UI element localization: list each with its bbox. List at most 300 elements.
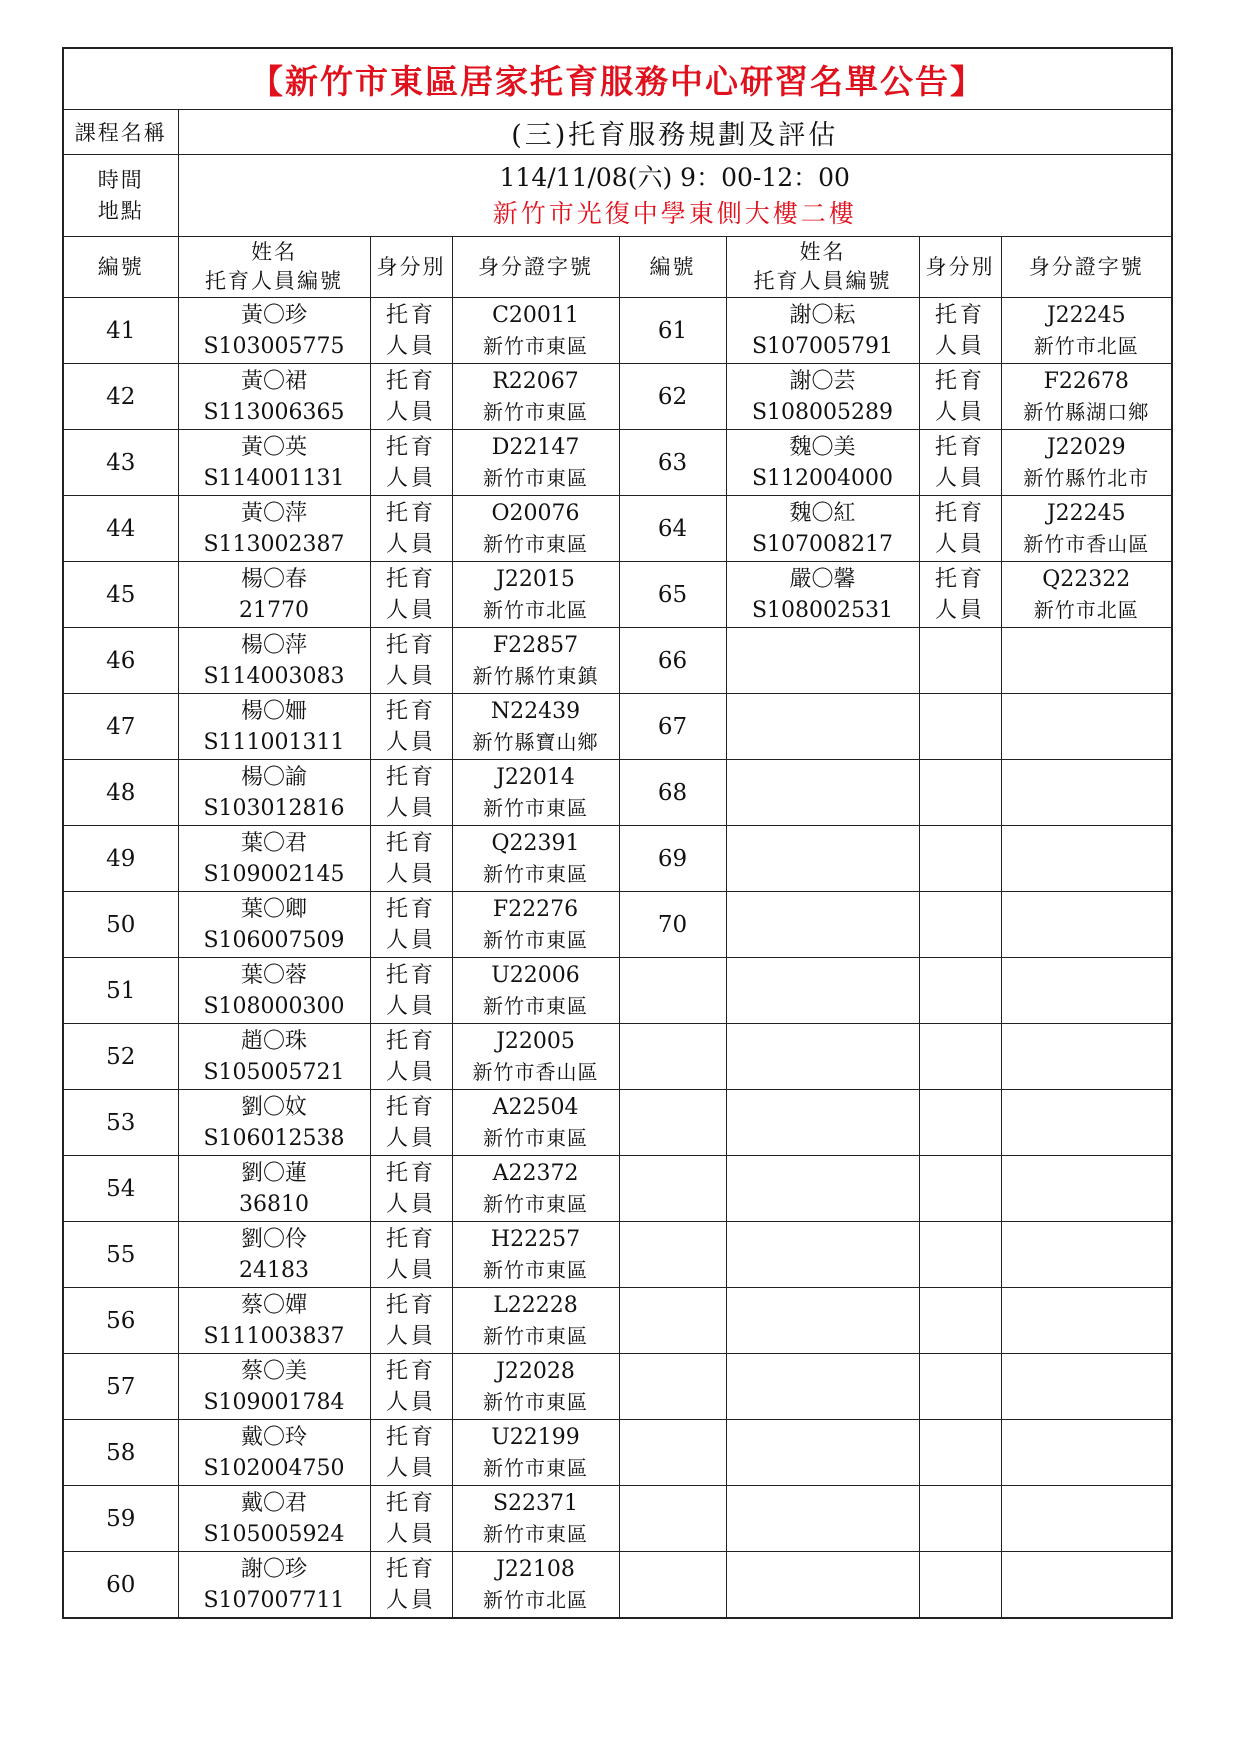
left-id-region: 新竹市香山區 bbox=[472, 1059, 599, 1084]
left-caregiver-code: S106007509 bbox=[203, 927, 345, 953]
left-person-name: 蔡〇美 bbox=[240, 1358, 307, 1384]
left-id-region: 新竹縣寶山鄉 bbox=[472, 729, 599, 754]
left-id-prefix: A22372 bbox=[492, 1160, 579, 1186]
right-name-cell bbox=[726, 1222, 919, 1288]
left-role-cell bbox=[370, 1486, 452, 1552]
left-number-cell: 47 bbox=[63, 694, 178, 760]
left-person-name: 趙〇珠 bbox=[240, 1028, 307, 1054]
left-id-region: 新竹市東區 bbox=[483, 1191, 588, 1216]
left-role-cell bbox=[370, 1288, 452, 1354]
left-name-cell bbox=[178, 628, 370, 694]
left-id-cell bbox=[452, 1090, 619, 1156]
left-id-region: 新竹市東區 bbox=[483, 1455, 588, 1480]
left-name-cell bbox=[178, 1024, 370, 1090]
header-name bbox=[178, 237, 370, 298]
left-role-line1: 托育 bbox=[385, 1424, 436, 1450]
left-number-cell: 58 bbox=[63, 1420, 178, 1486]
left-role-line1: 托育 bbox=[385, 632, 436, 658]
left-id-prefix: S22371 bbox=[492, 1490, 579, 1516]
header-id: 身分證字號 bbox=[452, 237, 619, 298]
right-number-cell: 63 bbox=[619, 430, 726, 496]
right-role-line2: 人員 bbox=[934, 465, 985, 491]
right-id-cell bbox=[1001, 298, 1172, 364]
left-id-region: 新竹縣竹東鎮 bbox=[472, 663, 599, 688]
left-id-cell bbox=[452, 1222, 619, 1288]
left-id-cell bbox=[452, 1024, 619, 1090]
right-name-cell bbox=[726, 1354, 919, 1420]
left-role-line2: 人員 bbox=[385, 1455, 436, 1481]
table-row bbox=[63, 1288, 1172, 1354]
table-row bbox=[63, 1222, 1172, 1288]
left-role-cell bbox=[370, 1090, 452, 1156]
left-id-cell bbox=[452, 430, 619, 496]
left-name-cell bbox=[178, 364, 370, 430]
right-caregiver-code: S107005791 bbox=[751, 333, 894, 359]
right-name-cell bbox=[726, 628, 919, 694]
left-role-line1: 托育 bbox=[385, 500, 436, 526]
left-person-name: 劉〇妏 bbox=[240, 1094, 307, 1120]
left-caregiver-code: S103012816 bbox=[203, 795, 345, 821]
right-caregiver-code: S108005289 bbox=[751, 399, 894, 425]
left-id-prefix: D22147 bbox=[491, 434, 580, 460]
right-number-cell: 64 bbox=[619, 496, 726, 562]
right-number-cell: 61 bbox=[619, 298, 726, 364]
right-id-prefix: F22678 bbox=[1043, 368, 1129, 394]
header-name-right bbox=[726, 237, 919, 298]
right-role-cell bbox=[919, 694, 1001, 760]
table-row bbox=[63, 1486, 1172, 1552]
left-id-cell bbox=[452, 892, 619, 958]
left-name-cell bbox=[178, 1354, 370, 1420]
right-name-cell bbox=[726, 430, 919, 496]
left-caregiver-code: S111003837 bbox=[203, 1323, 345, 1349]
left-number-cell: 50 bbox=[63, 892, 178, 958]
left-name-cell bbox=[178, 562, 370, 628]
left-name-cell bbox=[178, 760, 370, 826]
left-role-cell bbox=[370, 628, 452, 694]
left-caregiver-code: 21770 bbox=[239, 597, 309, 623]
right-role-line2: 人員 bbox=[934, 531, 985, 557]
right-id-cell bbox=[1001, 496, 1172, 562]
left-person-name: 黃〇裙 bbox=[240, 368, 307, 394]
left-id-prefix: L22228 bbox=[493, 1292, 578, 1318]
table-row bbox=[63, 1420, 1172, 1486]
left-role-cell bbox=[370, 1552, 452, 1619]
left-id-prefix: A22504 bbox=[492, 1094, 579, 1120]
right-id-cell bbox=[1001, 364, 1172, 430]
right-number-cell: 68 bbox=[619, 760, 726, 826]
left-role-cell bbox=[370, 1420, 452, 1486]
left-number-cell: 59 bbox=[63, 1486, 178, 1552]
right-role-cell bbox=[919, 364, 1001, 430]
right-name-cell bbox=[726, 958, 919, 1024]
header-id-right: 身分證字號 bbox=[1001, 237, 1172, 298]
left-id-region: 新竹市東區 bbox=[483, 1323, 588, 1348]
left-id-prefix: Q22391 bbox=[491, 830, 580, 856]
header-number: 編號 bbox=[63, 237, 178, 298]
left-number-cell: 49 bbox=[63, 826, 178, 892]
right-role-cell bbox=[919, 958, 1001, 1024]
left-caregiver-code: S109002145 bbox=[203, 861, 345, 887]
left-id-region: 新竹市東區 bbox=[483, 993, 588, 1018]
right-name-cell bbox=[726, 1288, 919, 1354]
right-id-cell bbox=[1001, 1420, 1172, 1486]
left-role-line2: 人員 bbox=[385, 1587, 436, 1613]
left-id-prefix: J22015 bbox=[496, 566, 575, 592]
right-role-cell bbox=[919, 1288, 1001, 1354]
left-role-line2: 人員 bbox=[385, 1257, 436, 1283]
left-role-line1: 托育 bbox=[385, 368, 436, 394]
left-number-cell: 48 bbox=[63, 760, 178, 826]
left-name-cell bbox=[178, 694, 370, 760]
left-id-region: 新竹市東區 bbox=[483, 531, 588, 556]
right-id-cell bbox=[1001, 1024, 1172, 1090]
left-id-cell bbox=[452, 1354, 619, 1420]
left-caregiver-code: 24183 bbox=[239, 1257, 309, 1283]
left-role-line2: 人員 bbox=[385, 1125, 436, 1151]
left-person-name: 葉〇蓉 bbox=[240, 962, 307, 988]
time-label: 時間 bbox=[97, 167, 144, 192]
left-role-cell bbox=[370, 430, 452, 496]
right-name-cell bbox=[726, 1090, 919, 1156]
left-person-name: 葉〇君 bbox=[240, 830, 307, 856]
left-caregiver-code: S113006365 bbox=[203, 399, 345, 425]
left-id-cell bbox=[452, 562, 619, 628]
right-number-cell: 66 bbox=[619, 628, 726, 694]
left-role-line2: 人員 bbox=[385, 993, 436, 1019]
left-person-name: 戴〇玲 bbox=[240, 1424, 307, 1450]
right-name-cell bbox=[726, 760, 919, 826]
table-row bbox=[63, 1354, 1172, 1420]
left-name-cell bbox=[178, 892, 370, 958]
left-caregiver-code: S106012538 bbox=[203, 1125, 345, 1151]
right-number-cell: 62 bbox=[619, 364, 726, 430]
right-name-cell bbox=[726, 496, 919, 562]
left-role-cell bbox=[370, 298, 452, 364]
left-person-name: 劉〇蓮 bbox=[240, 1160, 307, 1186]
right-name-cell bbox=[726, 1420, 919, 1486]
table-row bbox=[63, 1156, 1172, 1222]
right-person-name: 謝〇芸 bbox=[789, 368, 856, 394]
left-id-cell bbox=[452, 760, 619, 826]
left-id-cell bbox=[452, 628, 619, 694]
left-role-cell bbox=[370, 892, 452, 958]
right-person-name: 嚴〇馨 bbox=[789, 566, 856, 592]
left-role-cell bbox=[370, 1354, 452, 1420]
left-id-prefix: H22257 bbox=[490, 1226, 581, 1252]
header-name-line1-right: 姓名 bbox=[799, 240, 846, 264]
right-role-cell bbox=[919, 628, 1001, 694]
left-id-prefix: J22005 bbox=[496, 1028, 575, 1054]
right-number-cell bbox=[619, 1090, 726, 1156]
left-role-line1: 托育 bbox=[385, 830, 436, 856]
right-name-cell bbox=[726, 694, 919, 760]
left-role-line1: 托育 bbox=[385, 764, 436, 790]
left-role-line2: 人員 bbox=[385, 861, 436, 887]
left-role-line2: 人員 bbox=[385, 1389, 436, 1415]
right-role-cell bbox=[919, 1486, 1001, 1552]
table-row bbox=[63, 826, 1172, 892]
right-number-cell bbox=[619, 1552, 726, 1619]
left-number-cell: 45 bbox=[63, 562, 178, 628]
left-name-cell bbox=[178, 496, 370, 562]
left-name-cell bbox=[178, 958, 370, 1024]
right-role-cell bbox=[919, 562, 1001, 628]
right-role-cell bbox=[919, 1552, 1001, 1619]
right-role-line2: 人員 bbox=[934, 399, 985, 425]
left-role-cell bbox=[370, 562, 452, 628]
left-role-line2: 人員 bbox=[385, 1521, 436, 1547]
right-id-prefix: J22245 bbox=[1046, 302, 1126, 328]
right-person-name: 魏〇美 bbox=[789, 434, 856, 460]
right-id-cell bbox=[1001, 1156, 1172, 1222]
left-person-name: 葉〇卿 bbox=[240, 896, 307, 922]
right-number-cell: 65 bbox=[619, 562, 726, 628]
right-id-cell bbox=[1001, 694, 1172, 760]
left-number-cell: 60 bbox=[63, 1552, 178, 1619]
left-number-cell: 43 bbox=[63, 430, 178, 496]
left-id-prefix: O20076 bbox=[491, 500, 580, 526]
left-caregiver-code: S105005721 bbox=[203, 1059, 345, 1085]
left-role-line2: 人員 bbox=[385, 729, 436, 755]
right-id-region: 新竹市香山區 bbox=[1023, 531, 1150, 556]
right-id-cell bbox=[1001, 892, 1172, 958]
left-number-cell: 52 bbox=[63, 1024, 178, 1090]
left-name-cell bbox=[178, 1288, 370, 1354]
left-role-line1: 托育 bbox=[385, 1556, 436, 1582]
left-person-name: 楊〇春 bbox=[240, 566, 307, 592]
left-caregiver-code: S107007711 bbox=[203, 1587, 345, 1613]
table-row bbox=[63, 628, 1172, 694]
left-id-cell bbox=[452, 1552, 619, 1619]
right-role-cell bbox=[919, 826, 1001, 892]
table-row bbox=[63, 496, 1172, 562]
left-id-region: 新竹市東區 bbox=[483, 333, 588, 358]
left-role-cell bbox=[370, 496, 452, 562]
left-role-line2: 人員 bbox=[385, 1323, 436, 1349]
left-role-line2: 人員 bbox=[385, 597, 436, 623]
left-id-cell bbox=[452, 1288, 619, 1354]
left-id-region: 新竹市東區 bbox=[483, 927, 588, 952]
left-person-name: 楊〇萍 bbox=[240, 632, 307, 658]
header-role: 身分別 bbox=[370, 237, 452, 298]
right-id-cell bbox=[1001, 1552, 1172, 1619]
left-name-cell bbox=[178, 1156, 370, 1222]
right-role-cell bbox=[919, 1354, 1001, 1420]
header-name-line2-right: 托育人員編號 bbox=[753, 269, 892, 293]
table-row bbox=[63, 694, 1172, 760]
table-row bbox=[63, 298, 1172, 364]
left-number-cell: 42 bbox=[63, 364, 178, 430]
left-number-cell: 46 bbox=[63, 628, 178, 694]
left-number-cell: 57 bbox=[63, 1354, 178, 1420]
right-name-cell bbox=[726, 364, 919, 430]
left-role-line1: 托育 bbox=[385, 896, 436, 922]
header-name-line2: 托育人員編號 bbox=[205, 269, 343, 293]
right-role-line2: 人員 bbox=[934, 333, 985, 359]
right-number-cell bbox=[619, 1288, 726, 1354]
right-number-cell bbox=[619, 1024, 726, 1090]
right-id-prefix: Q22322 bbox=[1042, 566, 1131, 592]
table-row bbox=[63, 892, 1172, 958]
left-role-line1: 托育 bbox=[385, 1226, 436, 1252]
left-person-name: 黃〇珍 bbox=[240, 302, 307, 328]
left-id-prefix: R22067 bbox=[492, 368, 579, 394]
right-role-cell bbox=[919, 760, 1001, 826]
left-role-line1: 托育 bbox=[385, 302, 436, 328]
left-role-line2: 人員 bbox=[385, 1191, 436, 1217]
left-id-prefix: F22857 bbox=[492, 632, 579, 658]
right-role-line1: 托育 bbox=[934, 302, 985, 328]
right-role-line1: 托育 bbox=[934, 434, 985, 460]
right-caregiver-code: S107008217 bbox=[751, 531, 894, 557]
right-name-cell bbox=[726, 562, 919, 628]
header-name-line1: 姓名 bbox=[251, 240, 297, 264]
left-role-line1: 托育 bbox=[385, 1160, 436, 1186]
right-id-cell bbox=[1001, 562, 1172, 628]
left-id-region: 新竹市東區 bbox=[483, 861, 588, 886]
left-caregiver-code: S114001131 bbox=[203, 465, 345, 491]
course-name: (三)托育服務規劃及評估 bbox=[178, 110, 1172, 155]
left-name-cell bbox=[178, 826, 370, 892]
right-role-line1: 托育 bbox=[934, 500, 985, 526]
course-label: 課程名稱 bbox=[63, 110, 178, 155]
left-caregiver-code: S113002387 bbox=[203, 531, 345, 557]
left-number-cell: 55 bbox=[63, 1222, 178, 1288]
right-name-cell bbox=[726, 298, 919, 364]
left-role-line2: 人員 bbox=[385, 399, 436, 425]
table-row bbox=[63, 562, 1172, 628]
right-role-cell bbox=[919, 1024, 1001, 1090]
left-id-prefix: U22199 bbox=[491, 1424, 580, 1450]
right-name-cell bbox=[726, 1024, 919, 1090]
left-role-line1: 托育 bbox=[385, 1490, 436, 1516]
right-id-cell bbox=[1001, 1486, 1172, 1552]
right-number-cell: 70 bbox=[619, 892, 726, 958]
table-row bbox=[63, 364, 1172, 430]
left-role-line2: 人員 bbox=[385, 1059, 436, 1085]
right-number-cell bbox=[619, 1156, 726, 1222]
left-role-cell bbox=[370, 958, 452, 1024]
right-number-cell bbox=[619, 1354, 726, 1420]
left-name-cell bbox=[178, 1222, 370, 1288]
left-id-cell bbox=[452, 1486, 619, 1552]
right-id-prefix: J22245 bbox=[1046, 500, 1126, 526]
left-caregiver-code: S105005924 bbox=[203, 1521, 345, 1547]
right-id-cell bbox=[1001, 430, 1172, 496]
left-id-prefix: C20011 bbox=[492, 302, 579, 328]
left-id-cell bbox=[452, 1156, 619, 1222]
table-row bbox=[63, 1552, 1172, 1619]
right-id-cell bbox=[1001, 958, 1172, 1024]
left-id-cell bbox=[452, 1420, 619, 1486]
header-number-right: 編號 bbox=[619, 237, 726, 298]
left-person-name: 黃〇萍 bbox=[240, 500, 307, 526]
left-caregiver-code: S103005775 bbox=[203, 333, 345, 359]
left-role-line2: 人員 bbox=[385, 531, 436, 557]
left-number-cell: 56 bbox=[63, 1288, 178, 1354]
right-name-cell bbox=[726, 1552, 919, 1619]
right-id-cell bbox=[1001, 1090, 1172, 1156]
left-role-line1: 托育 bbox=[385, 1094, 436, 1120]
left-id-cell bbox=[452, 694, 619, 760]
left-name-cell bbox=[178, 1486, 370, 1552]
right-person-name: 魏〇紅 bbox=[789, 500, 856, 526]
left-caregiver-code: S111001311 bbox=[203, 729, 345, 755]
right-role-cell bbox=[919, 892, 1001, 958]
left-caregiver-code: 36810 bbox=[239, 1191, 309, 1217]
left-id-prefix: U22006 bbox=[491, 962, 580, 988]
left-role-line1: 托育 bbox=[385, 1028, 436, 1054]
table-row bbox=[63, 430, 1172, 496]
left-role-cell bbox=[370, 364, 452, 430]
right-id-region: 新竹縣竹北市 bbox=[1023, 465, 1150, 490]
right-name-cell bbox=[726, 826, 919, 892]
time-place-value bbox=[178, 155, 1172, 237]
right-id-cell bbox=[1001, 1354, 1172, 1420]
time-place-label bbox=[63, 155, 178, 237]
right-number-cell bbox=[619, 1222, 726, 1288]
left-person-name: 戴〇君 bbox=[240, 1490, 307, 1516]
right-role-line2: 人員 bbox=[934, 597, 985, 623]
left-id-cell bbox=[452, 958, 619, 1024]
right-role-cell bbox=[919, 1090, 1001, 1156]
left-id-region: 新竹市東區 bbox=[483, 465, 588, 490]
left-id-prefix: J22108 bbox=[496, 1556, 575, 1582]
left-number-cell: 51 bbox=[63, 958, 178, 1024]
left-caregiver-code: S109001784 bbox=[203, 1389, 345, 1415]
right-role-cell bbox=[919, 1420, 1001, 1486]
left-role-cell bbox=[370, 826, 452, 892]
left-role-cell bbox=[370, 1222, 452, 1288]
left-id-region: 新竹市東區 bbox=[483, 399, 588, 424]
left-role-line1: 托育 bbox=[385, 698, 436, 724]
right-role-cell bbox=[919, 496, 1001, 562]
right-caregiver-code: S108002531 bbox=[751, 597, 894, 623]
right-id-cell bbox=[1001, 1288, 1172, 1354]
left-number-cell: 54 bbox=[63, 1156, 178, 1222]
left-id-prefix: J22028 bbox=[496, 1358, 575, 1384]
event-datetime: 114/11/08(六) 9：00-12：00 bbox=[499, 162, 850, 192]
left-id-cell bbox=[452, 496, 619, 562]
right-id-region: 新竹市北區 bbox=[1033, 333, 1139, 358]
right-id-cell bbox=[1001, 628, 1172, 694]
right-role-cell bbox=[919, 1222, 1001, 1288]
right-role-cell bbox=[919, 1156, 1001, 1222]
right-name-cell bbox=[726, 1156, 919, 1222]
right-role-line1: 托育 bbox=[934, 368, 985, 394]
table-row bbox=[63, 958, 1172, 1024]
left-role-cell bbox=[370, 1156, 452, 1222]
page-title: 【新竹市東區居家托育服務中心研習名單公告】 bbox=[63, 48, 1172, 110]
right-number-cell bbox=[619, 958, 726, 1024]
left-id-prefix: F22276 bbox=[492, 896, 579, 922]
right-id-cell bbox=[1001, 1222, 1172, 1288]
right-caregiver-code: S112004000 bbox=[751, 465, 894, 491]
left-caregiver-code: S102004750 bbox=[203, 1455, 345, 1481]
left-role-line1: 托育 bbox=[385, 434, 436, 460]
left-role-cell bbox=[370, 760, 452, 826]
left-person-name: 楊〇姍 bbox=[240, 698, 307, 724]
left-caregiver-code: S108000300 bbox=[203, 993, 345, 1019]
left-number-cell: 44 bbox=[63, 496, 178, 562]
left-person-name: 謝〇珍 bbox=[240, 1556, 307, 1582]
left-role-line2: 人員 bbox=[385, 663, 436, 689]
left-name-cell bbox=[178, 298, 370, 364]
right-number-cell bbox=[619, 1486, 726, 1552]
left-id-cell bbox=[452, 826, 619, 892]
left-id-prefix: J22014 bbox=[496, 764, 575, 790]
